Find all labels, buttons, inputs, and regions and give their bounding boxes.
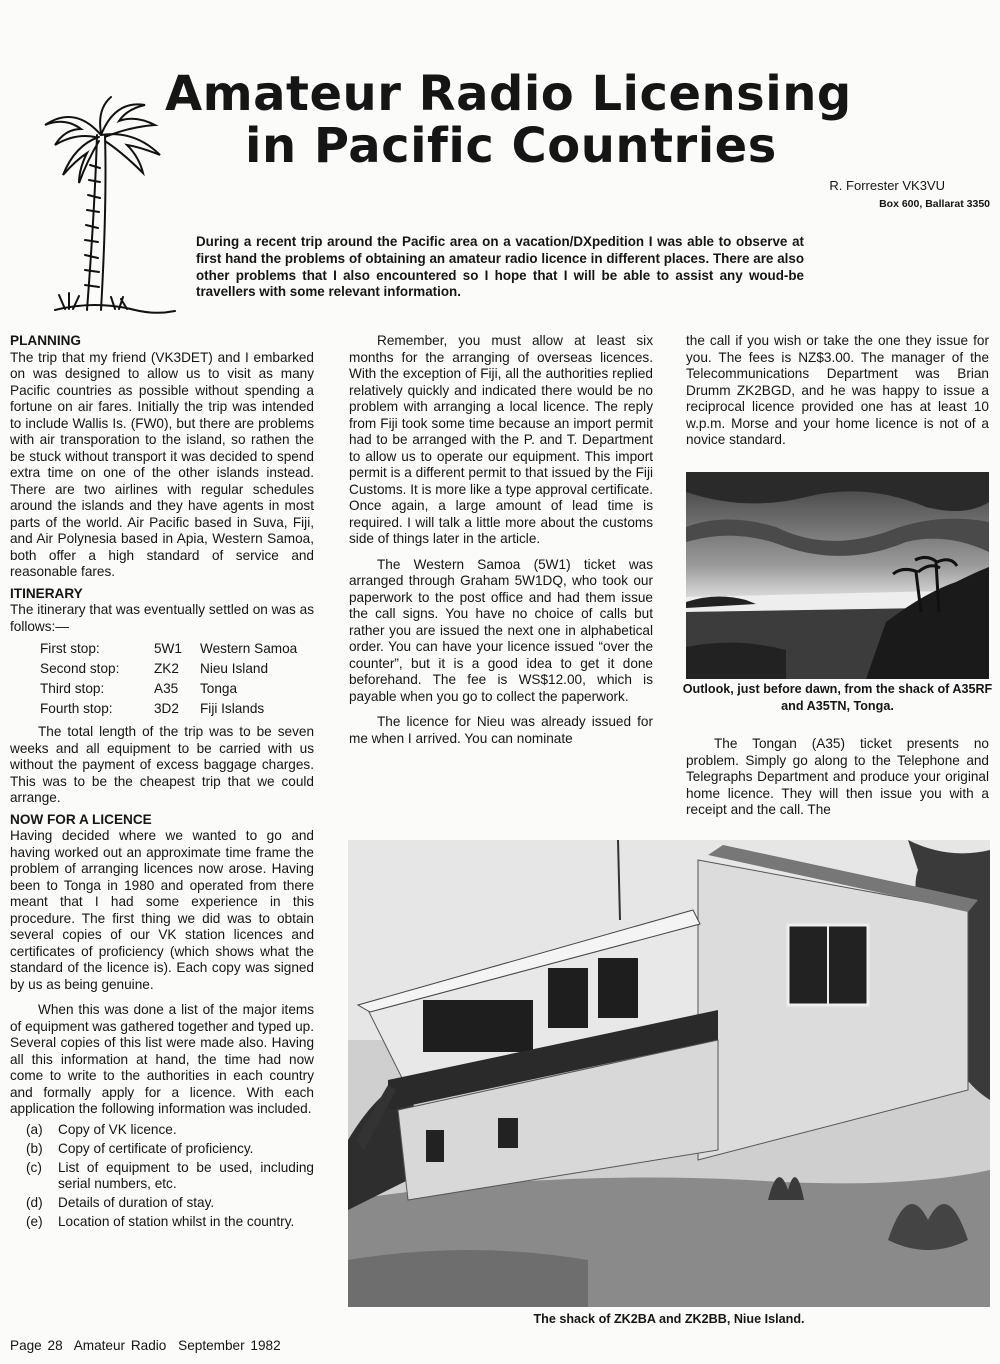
paragraph-nieu-continued: the call if you wish or take the one they issue for you. The fees is NZ$3.00. The manager of the Telecommunications Department was Brian Drumm ZK2BGD, and he was happy to issue a reciprocal licence provided one has at least 10 w.p.m. Morse and your home licence is not of a novice standard. — [686, 333, 989, 447]
stop-prefix: A35 — [154, 681, 179, 696]
stop-place: Western Samoa — [200, 641, 298, 656]
list-item-text: Location of station whilst in the country. — [58, 1214, 295, 1229]
article-title-line-1: Amateur Radio Licensing — [165, 66, 852, 122]
author-address: Box 600, Ballarat 3350 — [879, 198, 990, 210]
photo-niue-shack — [348, 840, 990, 1307]
article-title-line-2: in Pacific Countries — [245, 118, 777, 174]
list-item-text: List of equipment to be used, including serial numbers, etc. — [58, 1159, 314, 1191]
paragraph-tonga: The Tongan (A35) ticket presents no problem. Simply go along to the Telephone and Telegraphs Department and produce your original home licence. They will then issue you with a receipt and the call. The — [686, 736, 989, 817]
author-byline: R. Forrester VK3VU — [829, 178, 945, 193]
paragraph-nieu: The licence for Nieu was already issued for me when I arrived. You can nominate — [349, 714, 653, 746]
list-item — [10, 1122, 314, 1139]
stop-prefix: ZK2 — [154, 661, 179, 676]
paragraph-licence-1: Having decided where we wanted to go and having worked out an approximate time frame the problem of arranging licences now arose. Having been to Tonga in 1980 and operated from there meant that I had some experience in this procedure. The first thing we did was to obtain several copies of our VK station licences and certificates of proficiency (which shows what the standard of the licence is). Each copy was signed by us as being genuine. — [10, 828, 314, 992]
stop-place: Fiji Islands — [200, 701, 265, 716]
stop-order: Fourth stop: — [40, 701, 113, 716]
paragraph-allow-time: Remember, you must allow at least six months for the arranging of overseas licences. With the exception of Fiji, all the authorities replied relatively quickly and indicated there would be no problem with arranging a local licence. The reply from Fiji took some time because an import permit had to be arranged with the P. and T. Department to allow us to operate our equipment. This import permit is a different permit to that issued by the Fiji Customs. It is more like a type approval certificate. Once again, a large amount of lead time is required. I will talk a little more about the customs side of things later in the article. — [349, 333, 653, 546]
list-item-label: (a) — [26, 1121, 43, 1137]
section-heading-itinerary: ITINERARY — [10, 585, 83, 601]
list-item-label: (d) — [26, 1195, 43, 1210]
list-item-label: (b) — [26, 1140, 43, 1156]
list-item-text: Details of duration of stay. — [58, 1195, 215, 1210]
stop-place: Nieu Island — [200, 661, 269, 676]
paragraph-itinerary: The itinerary that was eventually settled on was as follows:— — [10, 602, 314, 634]
column-2 — [349, 333, 653, 747]
list-item — [10, 1214, 314, 1231]
page-footer — [10, 1338, 287, 1353]
list-item-text: Copy of VK licence. — [58, 1121, 177, 1137]
footer-issue-date: September 1982 — [178, 1338, 281, 1353]
paragraph-trip-length: The total length of the trip was to be seven weeks and all equipment to be carried with us without the payment of excess baggage charges. This was to be the cheapest trip that we could arrange. — [10, 724, 314, 805]
stop-order: Third stop: — [40, 681, 105, 696]
footer-page-number: Page 28 — [10, 1338, 63, 1353]
paragraph-planning: The trip that my friend (VK3DET) and I embarked on was designed to allow us to visit as many Pacific countries as possible without spending a fortune on air fares. Initially the trip was intended to include Wallis Is. (FW0), but there are problems with air transporation to the island, so rathen the be stuck without transport it was decided to spend extra time on one of the other islands instead. There are two airlines with regular schedules around the islands and they have agents in most parts of the world. Air Pacific based in Suva, Fiji, and Air Polynesia based in Apia, Western Samoa, both offer a high standard of service and reasonable fares. — [10, 349, 314, 579]
itinerary-row — [40, 681, 297, 701]
list-item-label: (e) — [26, 1214, 43, 1229]
section-heading-planning: PLANNING — [10, 333, 81, 348]
photo-tonga-dawn — [686, 472, 989, 679]
list-item-text: Copy of certificate of proficiency. — [58, 1140, 254, 1156]
stop-place: Tonga — [200, 681, 238, 696]
column-3-bottom — [686, 736, 989, 819]
list-item — [10, 1160, 314, 1193]
list-item-label: (c) — [26, 1159, 42, 1175]
section-heading-licence: NOW FOR A LICENCE — [10, 811, 152, 827]
paragraph-licence-2: When this was done a list of the major items of equipment was gathered together and typed up. Several copies of this list were made also. Having all this information at hand, the time had now come to write to the authorities in each country and formally apply for a licence. With each application the following information was included. — [10, 1002, 314, 1116]
palm-tree-illustration — [35, 95, 185, 325]
photo-caption-tonga: Outlook, just before dawn, from the shack of A35RF and A35TN, Tonga. — [682, 682, 993, 713]
list-item — [10, 1195, 314, 1212]
stop-order: Second stop: — [40, 661, 120, 676]
column-3-top — [686, 333, 989, 449]
photo-caption-niue: The shack of ZK2BA and ZK2BB, Niue Island. — [533, 1312, 805, 1326]
column-1 — [10, 333, 314, 1233]
stop-prefix: 5W1 — [154, 641, 182, 656]
stop-order: First stop: — [40, 641, 100, 656]
itinerary-row — [40, 641, 297, 661]
itinerary-table — [40, 641, 297, 721]
itinerary-row — [40, 701, 297, 721]
intro-paragraph: During a recent trip around the Pacific area on a vacation/DXpedition I was able to observe at first hand the problems of obtaining an amateur radio licence in different places. There are also other problems that I also encountered so I hope that I will be able to assist any woud-be travellers with some relevant information. — [196, 234, 804, 300]
itinerary-row — [40, 661, 297, 681]
stop-prefix: 3D2 — [154, 701, 179, 716]
footer-magazine-name: Amateur Radio — [73, 1338, 167, 1353]
paragraph-western-samoa: The Western Samoa (5W1) ticket was arranged through Graham 5W1DQ, who took our paperwork to the post office and had them issue the call signs. You have no choice of calls but rather you are issued the next one in alphabetical order. You can have your licence issued “over the counter”, but it is a good idea to get it done beforehand. The fee is WS$12.00, which is payable when you go to collect the paperwork. — [349, 556, 653, 704]
list-item — [10, 1141, 314, 1158]
application-items-list — [10, 1122, 314, 1231]
